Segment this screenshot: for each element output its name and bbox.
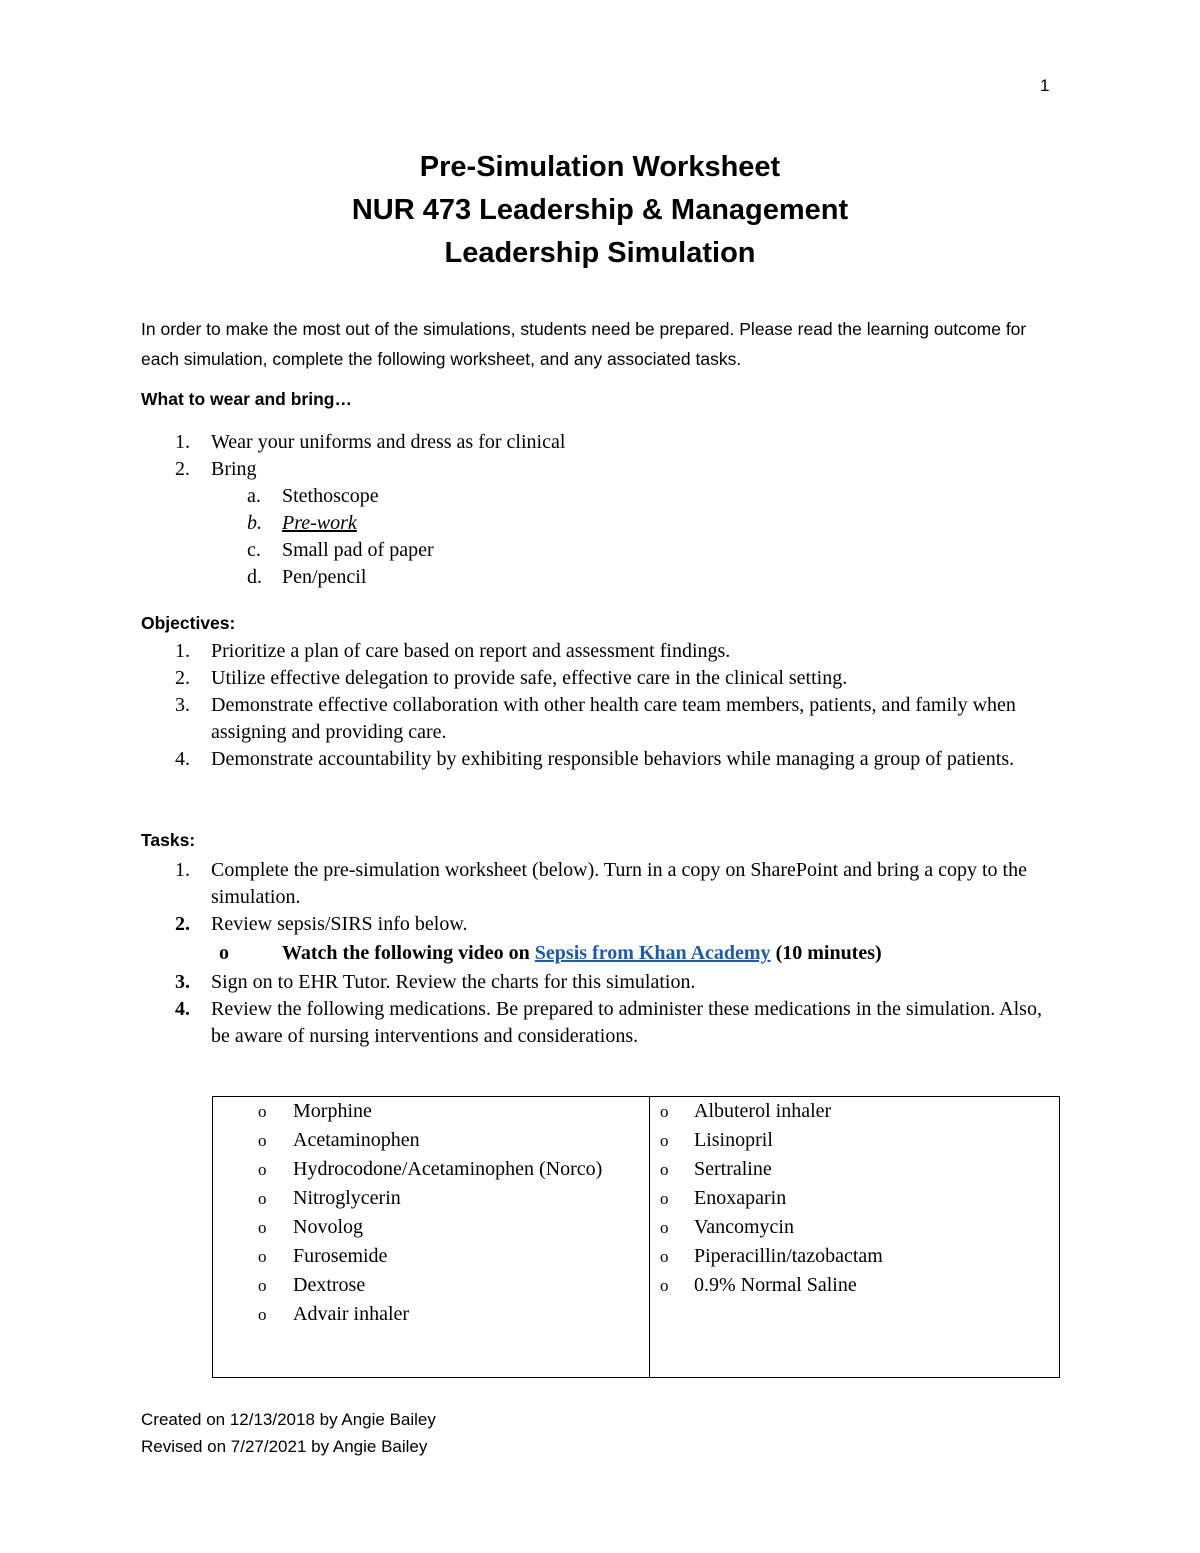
list-item: 2. Utilize effective delegation to provide safe, effective care in the clinical setting. <box>175 667 848 689</box>
sub-list-item: c. Small pad of paper <box>247 539 434 561</box>
list-item: 3. Sign on to EHR Tutor. Review the charts for this simulation. <box>175 971 696 993</box>
medications-table <box>212 1096 1060 1378</box>
created-note: Created on 12/13/2018 by Angie Bailey <box>141 1410 436 1429</box>
medication-item: o Furosemide <box>258 1245 388 1267</box>
medications-column-left <box>213 1097 650 1377</box>
wear-heading: What to wear and bring… <box>141 389 352 409</box>
wear-list <box>141 429 1061 591</box>
list-item: 1. Wear your uniforms and dress as for clinical <box>175 431 566 453</box>
list-item: 4. Demonstrate accountability by exhibiting responsible behaviors while managing a group of patients. <box>175 748 1015 770</box>
medication-item: o Piperacillin/tazobactam <box>660 1245 883 1267</box>
medication-item: o Dextrose <box>258 1274 366 1296</box>
video-item: o Watch the following video on Sepsis from Khan Academy (10 minutes) <box>219 942 882 964</box>
list-item: 1. Prioritize a plan of care based on report and assessment findings. <box>175 640 731 662</box>
sub-list-item: b. Pre-work <box>247 512 357 534</box>
medication-item: o Morphine <box>258 1100 372 1122</box>
medication-item: o Hydrocodone/Acetaminophen (Norco) <box>258 1158 603 1180</box>
medication-item: o Acetaminophen <box>258 1129 420 1151</box>
list-item: 2. Review sepsis/SIRS info below. <box>175 913 468 935</box>
tasks-heading: Tasks: <box>141 830 196 850</box>
medication-item: o Enoxaparin <box>660 1187 787 1209</box>
objectives-list <box>141 638 1061 773</box>
title-simulation: Leadership Simulation <box>444 237 756 269</box>
sub-list-item: d. Pen/pencil <box>247 566 367 588</box>
page-number: 1 <box>1040 76 1050 95</box>
medication-item: o Vancomycin <box>660 1216 794 1238</box>
objectives-heading: Objectives: <box>141 613 236 633</box>
sepsis-video-link[interactable]: Sepsis from Khan Academy <box>534 942 771 964</box>
medication-item: o Novolog <box>258 1216 363 1238</box>
list-item: 1. Complete the pre-simulation worksheet (below). Turn in a copy on SharePoint and bring a copy to the simulation. <box>175 859 1027 908</box>
intro-paragraph: In order to make the most out of the simulations, students need be prepared. Please read the learning outcome for each simulation, complete the following worksheet, and any associated tasks. <box>141 319 1027 369</box>
list-item: 3. Demonstrate effective collaboration with other health care team members, patients, and family when assigning and providing care. <box>175 694 1016 743</box>
medication-item: o Sertraline <box>660 1158 772 1180</box>
medications-column-right <box>650 1097 1059 1377</box>
medication-item: o 0.9% Normal Saline <box>660 1274 857 1296</box>
title-worksheet: Pre-Simulation Worksheet <box>419 151 781 183</box>
document-footer <box>141 1406 436 1460</box>
document-title-block <box>0 146 1200 275</box>
sub-list-item: a. Stethoscope <box>247 485 379 507</box>
tasks-list <box>141 857 1061 1050</box>
list-item: 2. Bring <box>175 458 257 480</box>
medication-item: o Advair inhaler <box>258 1303 410 1325</box>
pre-work-link[interactable]: Pre-work <box>282 512 357 534</box>
medication-item: o Albuterol inhaler <box>660 1100 832 1122</box>
medication-item: o Nitroglycerin <box>258 1187 401 1209</box>
list-item: 4. Review the following medications. Be prepared to administer these medications in the simulation. Also, be aware of nursing interventions and considerations. <box>175 998 1042 1047</box>
medication-item: o Lisinopril <box>660 1129 773 1151</box>
revised-note: Revised on 7/27/2021 by Angie Bailey <box>141 1437 428 1456</box>
title-course: NUR 473 Leadership & Management <box>351 194 849 226</box>
